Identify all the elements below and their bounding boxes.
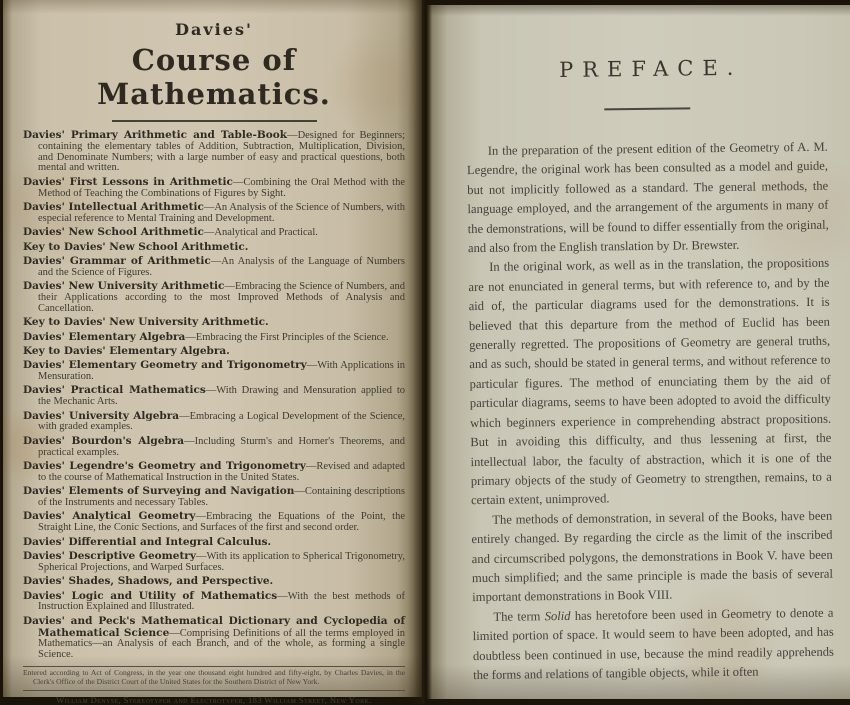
- paragraph-text: The methods of demonstration, in several of the Books, have been entirely changed. By regarding the circle as the limit of the inscribed and circumscribed polygons, the demonstrations in Book V. have been much simplified; and the same principle is made the basis of several important demonstrations in Book VIII.: [471, 508, 833, 604]
- catalog-entry-title: Davies' Descriptive Geometry: [23, 550, 196, 562]
- catalog-entry-description: —With the best methods of Instruction Explained and Illustrated.: [38, 591, 405, 613]
- catalog-entry-title: Davies' First Lessons in Arithmetic: [23, 176, 233, 188]
- catalog-entry-title: Davies' Elements of Surveying and Navigation: [23, 485, 294, 497]
- preface-heading: PREFACE.: [466, 55, 827, 83]
- catalog-entry: [23, 616, 405, 661]
- preface-paragraph: [467, 138, 829, 259]
- catalog-entry-title: Key to Davies' New University Arithmetic.: [23, 316, 269, 328]
- copyright-notice: Entered according to Act of Congress, in the year one thousand eight hundred and fifty-eight, by Charles Davies, in the Clerk's Office of the District Court of the United States for the Southern District of New York.: [23, 669, 405, 686]
- copyright-block: [23, 666, 405, 705]
- catalog-entry-title: Davies' New School Arithmetic: [23, 226, 204, 238]
- catalog-entry-title: Davies' Primary Arithmetic and Table-Book: [23, 129, 287, 141]
- catalog-entry: [23, 411, 405, 434]
- catalog-entry: [23, 576, 405, 588]
- catalog-entry: [23, 202, 405, 225]
- catalog-entry-title: Davies' Practical Mathematics: [23, 384, 206, 396]
- paragraph-text: In the original work, as well as in the translation, the propositions are not enunciated in general terms, but with reference to, and by the aid of, the particular diagrams used for the demonstrations. It is believed that this departure from the method of Euclid has been generally regretted. The propositions of Geometry are general truths, and as such, should be stated in general terms, and without reference to particular figures. The method of enunciating them by the aid of particular diagrams, seems to have been adopted to avoid the difficulty which beginners experience in comprehending abstract propositions. But in avoiding this difficulty, and thus lessening at first, the intellectual labor, the faculty of abstraction, which it is one of the primary objects of the study of Geometry to strengthen, remains, to a certain extent, unimproved.: [468, 256, 832, 507]
- paragraph-text: In the preparation of the present edition of the Geometry of A. M. Legendre, the original work has been consulted as a model and guide, but not implicitly followed as a standard. The general methods, the language employed, and the arrangement of the arguments in many of the demonstrations, will be found to differ essentially from the original, and also from the English translation by Dr. Brewster.: [467, 140, 829, 255]
- catalog-entry-title: Davies' Differential and Integral Calculus.: [23, 536, 271, 548]
- preface-paragraph: [471, 506, 833, 607]
- catalog-entry: [23, 317, 405, 329]
- catalog-entry: [23, 360, 405, 383]
- catalog-entry: [23, 551, 405, 574]
- catalog-entry-description: —An Analysis of the Language of Numbers and the Science of Figures.: [38, 256, 405, 278]
- right-page: [427, 5, 850, 699]
- series-title-line1: Davies': [23, 20, 405, 39]
- colophon-rule: [23, 690, 405, 691]
- catalog-entry: [23, 227, 405, 239]
- catalog-entry-title: Davies' Elementary Geometry and Trigonometry: [23, 359, 307, 371]
- catalog-entry-title: Davies' Bourdon's Algebra: [23, 435, 184, 447]
- paragraph-text: The term: [493, 609, 544, 624]
- catalog-entry-title: Davies' Analytical Geometry: [23, 510, 195, 522]
- catalog-entry-description: —Embracing the First Principles of the Science.: [185, 332, 388, 343]
- catalog-entry-title: Davies' New University Arithmetic: [23, 280, 224, 292]
- catalog-entry: [23, 486, 405, 509]
- catalog-entry-description: —Comprising Definitions of all the terms employed in Mathematics—an Analysis of each Branch, and of the whole, as forming a single Science.: [38, 628, 405, 661]
- catalog-entry-description: —Analytical and Practical.: [204, 227, 318, 238]
- catalog-entry: [23, 332, 405, 344]
- printer-imprint: William Denyse, Stereotyper and Electrotyper, 183 William Street, New York.: [23, 696, 405, 705]
- catalog-entry: [23, 281, 405, 314]
- catalog-entry: [23, 177, 405, 200]
- catalog-entry-description: —Revised and adapted to the course of Mathematical Instruction in the United States.: [38, 461, 405, 483]
- preface-rule: [604, 107, 690, 110]
- catalog-entry-description: —An Analysis of the Science of Numbers, with especial reference to Mental Training and Development.: [38, 202, 405, 224]
- catalog-entry-description: —Embracing a Logical Development of the Science, with graded examples.: [38, 411, 405, 433]
- catalog-entry-title: Davies' Logic and Utility of Mathematics: [23, 590, 277, 602]
- catalog-entry: [23, 242, 405, 254]
- catalog-entry: [23, 591, 405, 614]
- catalog-entry: [23, 385, 405, 408]
- catalog-entry-description: —With Drawing and Mensuration applied to the Mechanic Arts.: [38, 385, 405, 407]
- catalog-entry: [23, 436, 405, 459]
- right-page-content: [427, 2, 850, 685]
- catalog-entry: [23, 461, 405, 484]
- catalog-entry-title: Key to Davies' New School Arithmetic.: [23, 241, 248, 253]
- catalog-entry: [23, 256, 405, 279]
- catalog-entry-title: Key to Davies' Elementary Algebra.: [23, 345, 230, 357]
- catalog-entry-title: Davies' and Peck's Mathematical Dictionary and Cyclopedia of Mathematical Science: [23, 615, 405, 639]
- catalog-entry-title: Davies' University Algebra: [23, 410, 179, 422]
- catalog-entry-description: —With its application to Spherical Trigonometry, Spherical Projections, and Warped Surfaces.: [38, 551, 405, 573]
- book-catalog-list: [23, 130, 405, 661]
- catalog-entry-description: —Embracing the Equations of the Point, the Straight Line, the Conic Sections, and Surfaces of the first and second order.: [38, 511, 405, 533]
- paragraph-italic-term: Solid: [545, 609, 571, 623]
- catalog-entry: [23, 346, 405, 358]
- preface-body: [467, 138, 835, 686]
- catalog-entry-title: Davies' Shades, Shadows, and Perspective.: [23, 575, 273, 587]
- catalog-entry-description: —Including Sturm's and Horner's Theorems, and practical examples.: [38, 436, 405, 458]
- catalog-entry-description: —Embracing the Science of Numbers, and their Applications according to the most Improved Methods of Analysis and Cancellation.: [38, 281, 405, 314]
- catalog-entry-title: Davies' Grammar of Arithmetic: [23, 255, 211, 267]
- catalog-entry-title: Davies' Legendre's Geometry and Trigonometry: [23, 460, 306, 472]
- series-title-line2: Course of Mathematics.: [23, 43, 405, 111]
- catalog-entry: [23, 130, 405, 174]
- catalog-entry-description: —Designed for Beginners; containing the elementary tables of Addition, Subtraction, Multiplication, Division, and Denominate Numbers; with a large number of easy and practical questions, both mental and written.: [38, 130, 405, 173]
- catalog-entry: [23, 537, 405, 549]
- catalog-entry-description: —Containing descriptions of the Instruments and necessary Tables.: [38, 486, 405, 508]
- preface-paragraph: [472, 603, 834, 685]
- catalog-entry: [23, 511, 405, 534]
- catalog-entry-description: —With Applications in Mensuration.: [38, 360, 405, 382]
- left-page: [3, 0, 422, 697]
- catalog-entry-description: —Combining the Oral Method with the Method of Teaching the Combinations of Figures by Sight.: [38, 177, 405, 199]
- paragraph-text-after: has heretofore been used in Geometry to denote a limited portion of space. It would seem to have been adopted, and has doubtless been continued in use, because the mind readily apprehends the forms and relations of tangible objects, while it often: [473, 605, 834, 682]
- left-page-content: [3, 0, 422, 705]
- catalog-entry-title: Davies' Elementary Algebra: [23, 331, 185, 343]
- preface-paragraph: [468, 254, 832, 511]
- catalog-entry-title: Davies' Intellectual Arithmetic: [23, 201, 204, 213]
- title-rule: [112, 120, 317, 122]
